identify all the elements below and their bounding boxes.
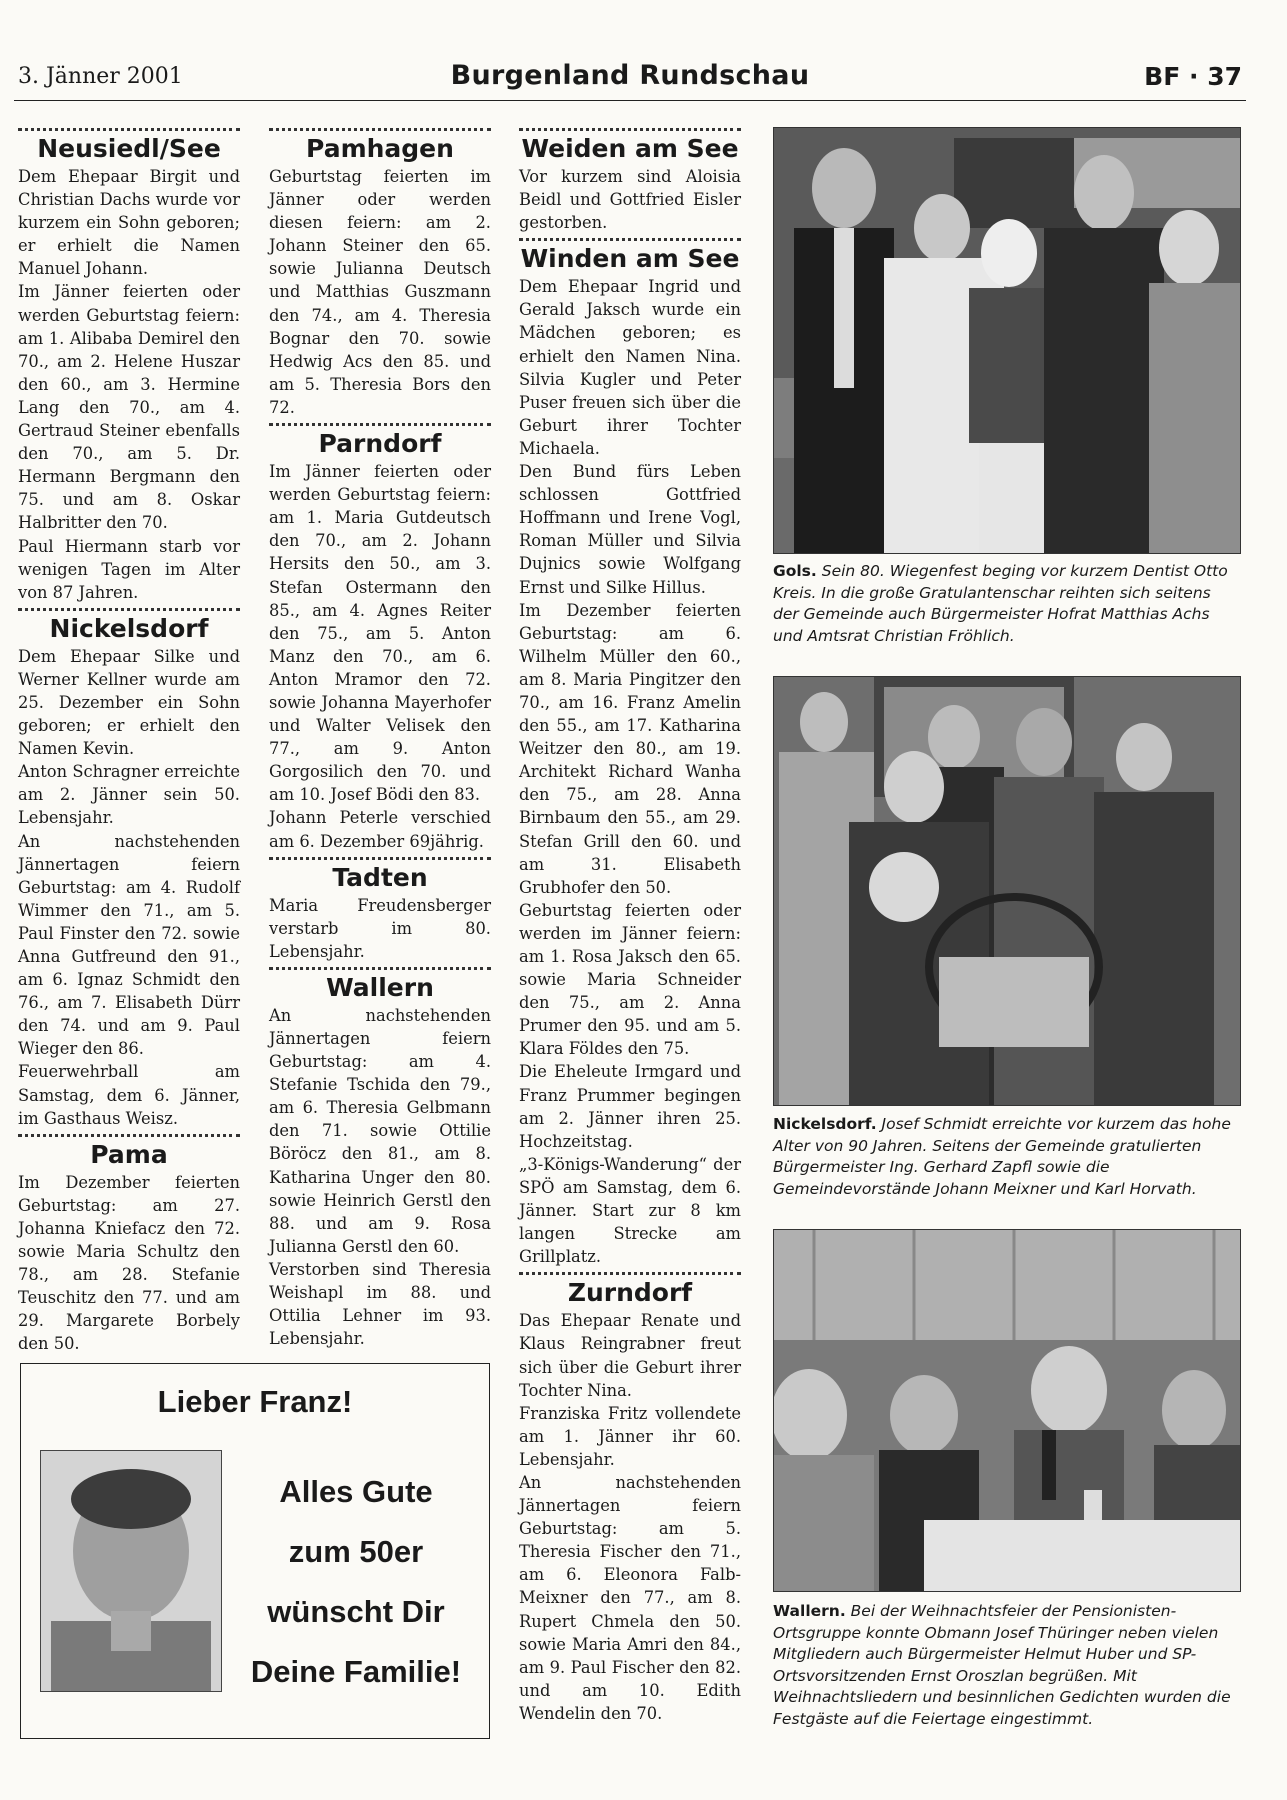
- dotted-divider: [18, 608, 240, 611]
- article-paragraph: Das Ehepaar Renate und Klaus Reingrabner freut sich über die Geburt ihrer Tochter Nina.: [519, 1311, 741, 1400]
- news-column-2: [269, 126, 491, 1350]
- article-paragraph: Feuerwehrball am Samstag, dem 6. Jänner, im Gasthaus Weisz.: [18, 1062, 240, 1128]
- news-column-3: [519, 126, 741, 1725]
- article-paragraph: An nachstehenden Jännertagen feiern Geburtstag: am 4. Rudolf Wimmer den 71., am 5. Paul Finster den 72. sowie Anna Gutfreund den 91., am 6. Ignaz Schmidt den 76., am 7. Elisabeth Dürr den 74. und am 9. Paul Wieger den 86.: [18, 831, 240, 1059]
- caption-place: Gols.: [773, 562, 817, 580]
- town-heading: Neusiedl/See: [37, 134, 221, 163]
- article-paragraph: Maria Freudensberger verstarb im 80. Lebensjahr.: [269, 895, 491, 961]
- photo-wallern: [773, 1229, 1241, 1592]
- article-paragraph: Franziska Fritz vollendete am 1. Jänner ihr 60. Lebensjahr.: [519, 1403, 741, 1469]
- article-paragraph: Dem Ehepaar Birgit und Christian Dachs wurde vor kurzem ein Sohn geboren; er erhielt die Namen Manuel Johann.: [18, 167, 240, 279]
- ad-portrait-photo: [40, 1450, 222, 1692]
- caption-text: Josef Schmidt erreichte vor kurzem das hohe Alter von 90 Jahren. Seitens der Gemeinde gratulierten Bürgermeister Ing. Gerhard Zapfl sowie die Gemeindevorstände Johann Meixner und Karl Horvath.: [773, 1115, 1231, 1198]
- dotted-divider: [18, 128, 240, 131]
- article-paragraph: Dem Ehepaar Silke und Werner Kellner wurde am 25. Dezember ein Sohn geboren; er erhielt den Namen Kevin.: [18, 646, 240, 759]
- photo-gols: [773, 127, 1241, 554]
- caption-gols: [773, 561, 1241, 647]
- caption-text: Bei der Weihnachtsfeier der Pensionisten-Ortsgruppe konnte Obmann Josef Thüringer neben vielen Mitgliedern auch Bürgermeister Helmut Huber und SP-Ortsvorsitzenden Ernst Oroszlan begrüßen. Mit Weihnachtsliedern und besinnlichen Gedichten wurden die Festgäste auf die Feiertage eingestimmt.: [773, 1602, 1231, 1728]
- caption-nickelsdorf: [773, 1114, 1241, 1200]
- ad-line-1: Alles Gute: [279, 1474, 433, 1509]
- town-heading: Pama: [90, 1139, 168, 1169]
- dotted-divider: [18, 1134, 240, 1137]
- issue-date: 3. Jänner 2001: [18, 64, 183, 89]
- dotted-divider: [519, 128, 741, 131]
- article-paragraph: Im Jänner feierten oder werden Geburtstag feiern: am 1. Alibaba Demirel den 70., am 2. Helene Huszar den 60., am 3. Hermine Lang den 70., am 4. Gertraud Steiner ebenfalls den 70., am 5. Dr. Hermann Bergmann den 75. und am 8. Oskar Halbritter den 70.: [18, 282, 240, 533]
- town-heading: Winden am See: [520, 244, 740, 274]
- article-paragraph: Paul Hiermann starb vor wenigen Tagen im Alter von 87 Jahren.: [18, 536, 240, 602]
- article-paragraph: Geburtstag feierten im Jänner oder werden diesen feiern: am 2. Johann Steiner den 65. sowie Julianna Deutsch und Matthias Guszmann den 74., am 4. Theresia Bognar den 70. sowie Hedwig Acs den 85. und am 5. Theresia Bors den 72.: [269, 167, 491, 417]
- article-paragraph: Dem Ehepaar Ingrid und Gerald Jaksch wurde ein Mädchen geboren; es erhielt den Namen Nina. Silvia Kugler und Peter Puser freuen sich über die Geburt ihrer Tochter Michaela.: [519, 277, 741, 458]
- ad-line-4: Deine Familie!: [250, 1654, 462, 1689]
- article-paragraph: An nachstehenden Jännertagen feiern Geburtstag: am 5. Theresia Fischer den 71., am 6. Eleonora Falb-Meixner den 77., am 8. Rupert Chmela den 50. sowie Maria Amri den 84., am 9. Paul Fischer den 82. und am 10. Edith Wendelin den 70.: [519, 1472, 741, 1723]
- article-paragraph: Geburtstag feierten oder werden im Jänner feiern: am 1. Rosa Jaksch den 65. sowie Maria Schneider den 75., am 2. Anna Prumer den 95. und am 5. Klara Földes den 75.: [519, 900, 741, 1059]
- article-paragraph: Im Jänner feierten oder werden Geburtstag feiern: am 1. Maria Gutdeutsch den 70., am 2. Johann Hersits den 50., am 3. Stefan Ostermann den 85., am 4. Agnes Reiter den 75., am 5. Anton Manz den 70., am 6. Anton Mramor den 72. sowie Johanna Mayerhofer und Walter Velisek den 77., am 9. Anton Gorgosilich den 70. und am 10. Josef Bödi den 83.: [269, 462, 491, 805]
- town-heading: Parndorf: [318, 429, 442, 459]
- article-paragraph: Anton Schragner erreichte am 2. Jänner sein 50. Lebensjahr.: [18, 762, 240, 828]
- article-paragraph: Im Dezember feierten Geburtstag: am 27. Johanna Kniefacz den 72. sowie Maria Schultz den 78., am 28. Stefanie Teuschitz den 77. und am 29. Margarete Borbely den 50.: [18, 1172, 240, 1354]
- ad-line-3: wünscht Dir: [267, 1594, 445, 1629]
- newspaper-title: Burgenland Rundschau: [450, 60, 810, 91]
- ad-line-2: zum 50er: [288, 1534, 424, 1569]
- article-paragraph: Verstorben sind Theresia Weishapl im 88. und Ottilia Lehner im 93. Lebensjahr.: [269, 1259, 491, 1349]
- dotted-divider: [519, 238, 741, 241]
- town-heading: Weiden am See: [521, 134, 739, 163]
- article-paragraph: „3-Königs-Wanderung“ der SPÖ am Samstag, dem 6. Jänner. Start zur 8 km langen Strecke am Grillplatz.: [519, 1154, 741, 1267]
- town-heading: Wallern: [326, 972, 434, 1002]
- ad-heading: Lieber Franz!: [157, 1384, 353, 1419]
- caption-place: Wallern.: [773, 1602, 846, 1620]
- dotted-divider: [269, 967, 491, 970]
- dotted-divider: [269, 423, 491, 426]
- page-number: BF · 37: [1144, 62, 1242, 91]
- caption-wallern: [773, 1601, 1241, 1730]
- photo-nickelsdorf: [773, 676, 1241, 1106]
- page-header: [14, 58, 1246, 101]
- dotted-divider: [269, 857, 491, 860]
- town-heading: Nickelsdorf: [49, 613, 209, 643]
- article-paragraph: Die Eheleute Irmgard und Franz Prummer begingen am 2. Jänner ihren 25. Hochzeitstag.: [519, 1062, 741, 1151]
- article-paragraph: Im Dezember feierten Geburtstag: am 6. Wilhelm Müller den 60., am 8. Maria Pingitzer den 70., am 16. Franz Amelin den 55., am 17. Katharina Weitzer den 80., am 19. Architekt Richard Wanha den 75., am 28. Anna Birnbaum den 55., am 29. Stefan Grill den 60. und am 31. Elisabeth Grubhofer den 50.: [519, 600, 741, 897]
- article-paragraph: Den Bund fürs Leben schlossen Gottfried Hoffmann und Irene Vogl, Roman Müller und Silvia Dujnics sowie Wolfgang Ernst und Silke Hillus.: [519, 462, 741, 597]
- town-heading: Pamhagen: [306, 134, 454, 163]
- caption-text: Sein 80. Wiegenfest beging vor kurzem Dentist Otto Kreis. In die große Gratulantenschar reihten sich seitens der Gemeinde auch Bürgermeister Hofrat Matthias Achs und Amtsrat Christian Fröhlich.: [773, 562, 1228, 645]
- town-heading: Zurndorf: [567, 1278, 693, 1308]
- dotted-divider: [269, 128, 491, 131]
- article-paragraph: An nachstehenden Jännertagen feiern Geburtstag: am 4. Stefanie Tschida den 79., am 6. Theresia Gelbmann den 71. sowie Ottilie Böröcz den 81., am 8. Katharina Unger den 80. sowie Heinrich Gerstl den 88. und am 9. Rosa Julianna Gerstl den 60.: [269, 1005, 491, 1256]
- caption-place: Nickelsdorf.: [773, 1115, 877, 1133]
- birthday-ad: [20, 1363, 490, 1739]
- news-column-1: [18, 126, 240, 1356]
- dotted-divider: [519, 1272, 741, 1275]
- article-paragraph: Johann Peterle verschied am 6. Dezember 69jährig.: [269, 808, 491, 851]
- article-paragraph: Vor kurzem sind Aloisia Beidl und Gottfried Eisler gestorben.: [519, 167, 741, 233]
- town-heading: Tadten: [332, 862, 428, 892]
